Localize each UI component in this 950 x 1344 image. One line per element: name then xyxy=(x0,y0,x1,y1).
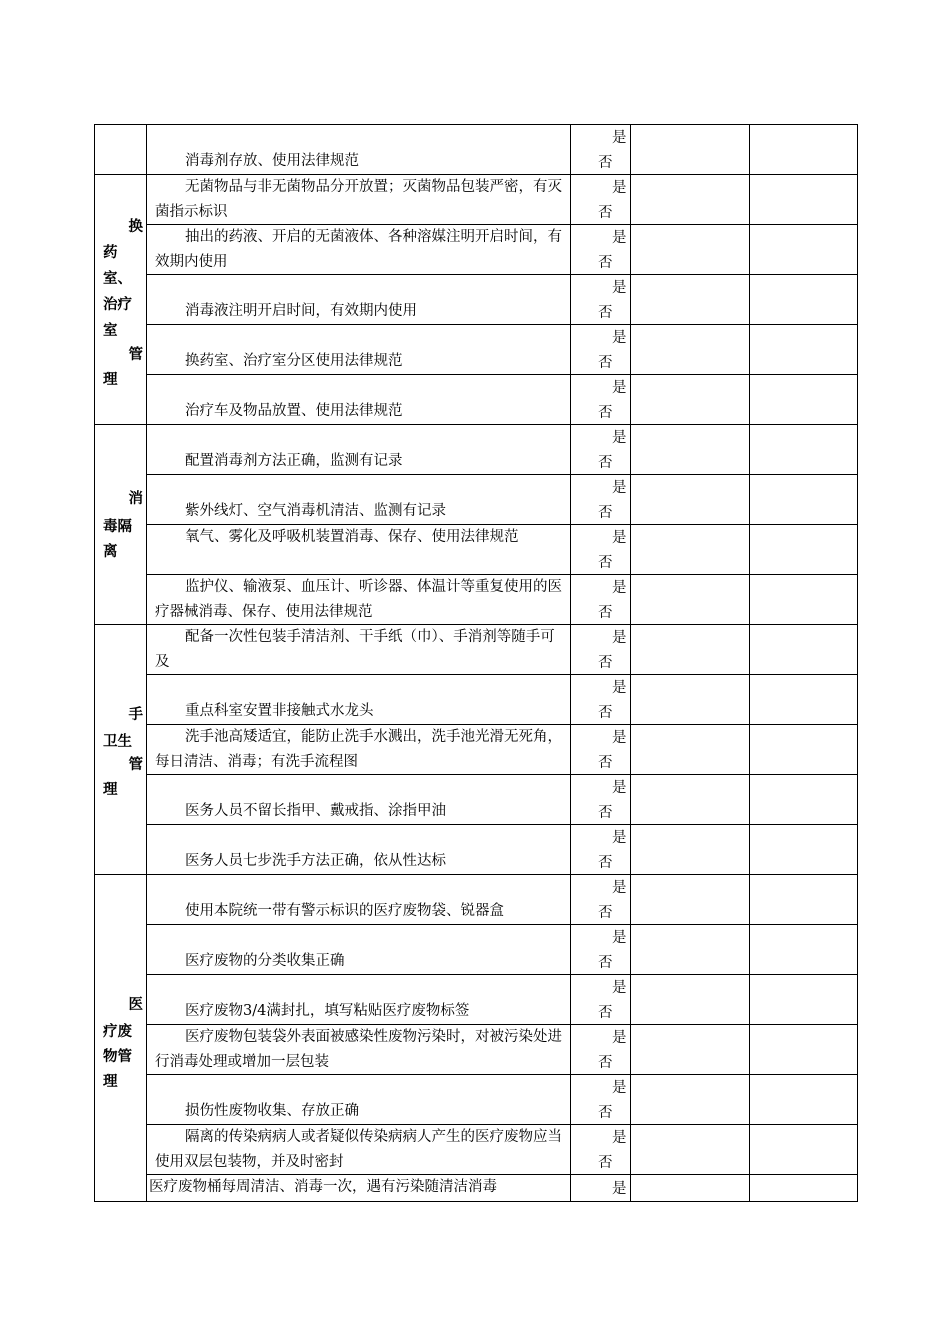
table-row xyxy=(95,975,858,1025)
yes-no-cell[interactable] xyxy=(571,575,631,625)
item-text: 医务人员不留长指甲、戴戒指、涂指甲油 xyxy=(185,802,446,819)
section-label-char: 手 xyxy=(128,706,143,723)
no-option: 否 xyxy=(598,805,613,821)
blank-cell[interactable] xyxy=(631,225,750,275)
section-label-char: 换 xyxy=(128,218,143,235)
table-row xyxy=(95,925,858,975)
table-row xyxy=(95,575,858,625)
blank-cell[interactable] xyxy=(631,1175,750,1202)
table-row xyxy=(95,475,858,525)
table-row xyxy=(95,825,858,875)
item-text: 消毒液注明开启时间，有效期内使用 xyxy=(185,302,417,319)
yes-no-cell[interactable] xyxy=(571,475,631,525)
table-row xyxy=(95,1025,858,1075)
blank-cell[interactable] xyxy=(750,325,858,375)
table-row xyxy=(95,375,858,425)
item-text: 医疗废物包装袋外表面被感染性废物污染时，对被污染处进行消毒处理或增加一层包装 xyxy=(155,1029,562,1070)
no-option: 否 xyxy=(598,1005,613,1021)
item-text: 监护仪、输液泵、血压计、听诊器、体温计等重复使用的医疗器械消毒、保存、使用法律规范 xyxy=(155,579,562,620)
no-option: 否 xyxy=(598,955,613,971)
yes-option: 是 xyxy=(612,430,627,446)
yes-no-cell[interactable] xyxy=(571,875,631,925)
blank-cell[interactable] xyxy=(750,1075,858,1125)
section-label-char: 毒隔 xyxy=(103,518,132,535)
yes-no-cell[interactable] xyxy=(571,625,631,675)
blank-cell[interactable] xyxy=(750,775,858,825)
blank-cell[interactable] xyxy=(631,375,750,425)
table-row xyxy=(95,125,858,175)
section-label-char: 离 xyxy=(103,543,118,560)
yes-no-cell[interactable] xyxy=(571,825,631,875)
yes-no-cell[interactable] xyxy=(571,1025,631,1075)
blank-cell[interactable] xyxy=(631,775,750,825)
blank-cell[interactable] xyxy=(631,1125,750,1175)
item-text: 抽出的药液、开启的无菌液体、各种溶媒注明开启时间，有效期内使用 xyxy=(155,229,562,270)
section-label-char: 治疗 xyxy=(103,296,132,313)
no-option: 否 xyxy=(598,1155,613,1171)
blank-cell[interactable] xyxy=(631,525,750,575)
blank-cell[interactable] xyxy=(631,1075,750,1125)
yes-option: 是 xyxy=(612,580,627,596)
item-text: 消毒剂存放、使用法律规范 xyxy=(185,152,359,169)
section-label-char: 理 xyxy=(103,371,118,388)
blank-cell[interactable] xyxy=(631,325,750,375)
yes-no-cell[interactable] xyxy=(571,425,631,475)
blank-cell[interactable] xyxy=(750,725,858,775)
no-option: 否 xyxy=(598,205,613,221)
section-hand-hygiene xyxy=(95,625,147,875)
blank-cell[interactable] xyxy=(631,725,750,775)
yes-option: 是 xyxy=(612,1181,627,1197)
section-label-char: 管 xyxy=(128,346,143,363)
blank-cell[interactable] xyxy=(750,375,858,425)
section-label-char: 室、 xyxy=(103,270,132,287)
item-text: 洗手池高矮适宜，能防止洗手水溅出，洗手池光滑无死角，每日清洁、消毒；有洗手流程图 xyxy=(155,729,562,770)
blank-cell[interactable] xyxy=(631,125,750,175)
yes-option: 是 xyxy=(612,780,627,796)
blank-cell[interactable] xyxy=(750,1125,858,1175)
blank-cell[interactable] xyxy=(750,1025,858,1075)
yes-no-cell[interactable] xyxy=(571,125,631,175)
yes-option: 是 xyxy=(612,930,627,946)
table-row xyxy=(95,275,858,325)
yes-option: 是 xyxy=(612,1080,627,1096)
yes-no-cell[interactable] xyxy=(571,775,631,825)
blank-cell[interactable] xyxy=(750,275,858,325)
yes-no-cell[interactable] xyxy=(571,225,631,275)
table-row xyxy=(95,875,858,925)
table-row xyxy=(95,225,858,275)
yes-no-cell[interactable] xyxy=(571,725,631,775)
table-row xyxy=(95,1075,858,1125)
section-label-char: 理 xyxy=(103,781,118,798)
yes-option: 是 xyxy=(612,180,627,196)
section-label-char: 消 xyxy=(128,490,143,507)
yes-no-cell[interactable] xyxy=(571,275,631,325)
blank-cell[interactable] xyxy=(750,475,858,525)
blank-cell[interactable] xyxy=(750,175,858,225)
blank-cell[interactable] xyxy=(631,875,750,925)
no-option: 否 xyxy=(598,855,613,871)
blank-cell[interactable] xyxy=(750,625,858,675)
yes-no-cell[interactable] xyxy=(571,1125,631,1175)
yes-no-cell[interactable] xyxy=(571,375,631,425)
no-option: 否 xyxy=(598,755,613,771)
section-dressing-room xyxy=(95,175,147,425)
item-text: 无菌物品与非无菌物品分开放置；灭菌物品包装严密，有灭菌指示标识 xyxy=(155,179,562,220)
yes-option: 是 xyxy=(612,880,627,896)
item-text: 换药室、治疗室分区使用法律规范 xyxy=(185,352,403,369)
yes-no-cell[interactable] xyxy=(571,975,631,1025)
no-option: 否 xyxy=(598,1105,613,1121)
blank-cell[interactable] xyxy=(631,175,750,225)
blank-cell[interactable] xyxy=(750,575,858,625)
section-label-char: 药 xyxy=(103,244,118,261)
no-option: 否 xyxy=(598,455,613,471)
no-option: 否 xyxy=(598,555,613,571)
yes-option: 是 xyxy=(612,630,627,646)
item-text: 治疗车及物品放置、使用法律规范 xyxy=(185,402,403,419)
yes-option: 是 xyxy=(612,1130,627,1146)
no-option: 否 xyxy=(598,505,613,521)
item-text: 医疗废物的分类收集正确 xyxy=(185,952,345,969)
blank-cell[interactable] xyxy=(750,875,858,925)
section-label-char: 卫生 xyxy=(103,733,132,750)
blank-cell[interactable] xyxy=(750,125,858,175)
inspection-table xyxy=(94,124,858,1202)
yes-option: 是 xyxy=(612,1030,627,1046)
no-option: 否 xyxy=(598,305,613,321)
table-row xyxy=(95,725,858,775)
no-option: 否 xyxy=(598,605,613,621)
blank-cell[interactable] xyxy=(631,275,750,325)
blank-cell[interactable] xyxy=(631,925,750,975)
no-option: 否 xyxy=(598,255,613,271)
section-label-char: 物管 xyxy=(103,1048,132,1065)
yes-option: 是 xyxy=(612,280,627,296)
blank-cell[interactable] xyxy=(631,1025,750,1075)
yes-no-cell[interactable] xyxy=(571,325,631,375)
section-disinfection-isolation xyxy=(95,425,147,625)
section-label-char: 医 xyxy=(128,996,143,1013)
yes-option: 是 xyxy=(612,380,627,396)
yes-option: 是 xyxy=(612,330,627,346)
blank-cell[interactable] xyxy=(631,825,750,875)
table-row xyxy=(95,525,858,575)
item-text: 氧气、雾化及呼吸机装置消毒、保存、使用法律规范 xyxy=(185,529,519,545)
no-option: 否 xyxy=(598,705,613,721)
item-text: 医疗废物桶每周清洁、消毒一次，遇有污染随清洁消毒 xyxy=(149,1179,497,1195)
item-text: 损伤性废物收集、存放正确 xyxy=(185,1102,359,1119)
no-option: 否 xyxy=(598,155,613,171)
yes-no-cell[interactable] xyxy=(571,1175,631,1202)
yes-option: 是 xyxy=(612,530,627,546)
table-row xyxy=(95,775,858,825)
blank-cell[interactable] xyxy=(750,975,858,1025)
yes-option: 是 xyxy=(612,680,627,696)
blank-cell[interactable] xyxy=(631,425,750,475)
section-label-char: 疗废 xyxy=(103,1023,132,1040)
item-text: 配备一次性包装手清洁剂、干手纸（巾）、手消剂等随手可及 xyxy=(155,629,555,670)
table-row xyxy=(95,675,858,725)
table-row xyxy=(95,625,858,675)
section-label-char: 室 xyxy=(103,322,118,339)
blank-cell[interactable] xyxy=(750,825,858,875)
section-cell-empty xyxy=(95,125,147,175)
yes-option: 是 xyxy=(612,980,627,996)
section-medical-waste xyxy=(95,875,147,1202)
blank-cell[interactable] xyxy=(750,1175,858,1202)
item-text: 配置消毒剂方法正确，监测有记录 xyxy=(185,452,403,469)
blank-cell[interactable] xyxy=(631,675,750,725)
section-label-char: 管 xyxy=(128,756,143,773)
item-text: 医务人员七步洗手方法正确，依从性达标 xyxy=(185,852,446,869)
item-text: 医疗废物3/4满封扎，填写粘贴医疗废物标签 xyxy=(185,1002,470,1019)
yes-no-cell[interactable] xyxy=(571,1075,631,1125)
blank-cell[interactable] xyxy=(631,575,750,625)
no-option: 否 xyxy=(598,655,613,671)
yes-option: 是 xyxy=(612,480,627,496)
yes-option: 是 xyxy=(612,130,627,146)
yes-no-cell[interactable] xyxy=(571,925,631,975)
item-text: 使用本院统一带有警示标识的医疗废物袋、锐器盒 xyxy=(185,902,504,919)
yes-option: 是 xyxy=(612,730,627,746)
no-option: 否 xyxy=(598,1055,613,1071)
blank-cell[interactable] xyxy=(750,675,858,725)
item-text: 重点科室安置非接触式水龙头 xyxy=(185,702,374,719)
yes-option: 是 xyxy=(612,830,627,846)
blank-cell[interactable] xyxy=(631,475,750,525)
blank-cell[interactable] xyxy=(750,225,858,275)
blank-cell[interactable] xyxy=(631,625,750,675)
blank-cell[interactable] xyxy=(750,425,858,475)
yes-option: 是 xyxy=(612,230,627,246)
section-label-char: 理 xyxy=(103,1073,118,1090)
yes-no-cell[interactable] xyxy=(571,175,631,225)
table-row xyxy=(95,425,858,475)
item-text: 隔离的传染病病人或者疑似传染病病人产生的医疗废物应当使用双层包装物，并及时密封 xyxy=(155,1129,562,1170)
item-text: 紫外线灯、空气消毒机清洁、监测有记录 xyxy=(185,502,446,519)
no-option: 否 xyxy=(598,905,613,921)
no-option: 否 xyxy=(598,355,613,371)
table-row xyxy=(95,175,858,225)
no-option: 否 xyxy=(598,405,613,421)
blank-cell[interactable] xyxy=(631,975,750,1025)
yes-no-cell[interactable] xyxy=(571,525,631,575)
blank-cell[interactable] xyxy=(750,925,858,975)
yes-no-cell[interactable] xyxy=(571,675,631,725)
table-row xyxy=(95,1125,858,1175)
blank-cell[interactable] xyxy=(750,525,858,575)
table-row xyxy=(95,1175,858,1202)
table-row xyxy=(95,325,858,375)
